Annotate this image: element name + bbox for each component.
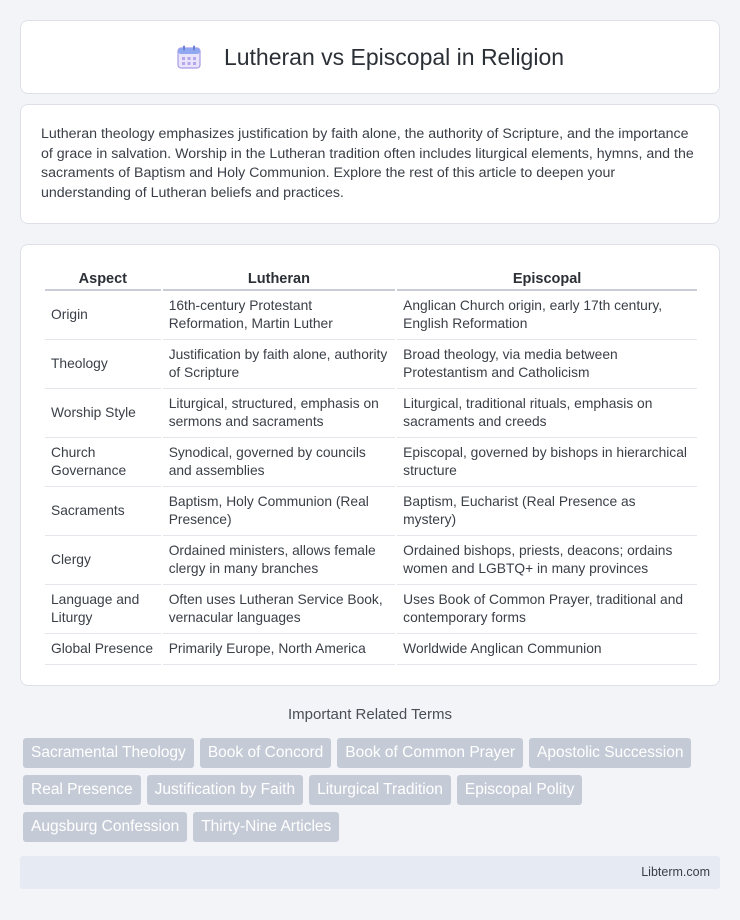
intro-text: Lutheran theology emphasizes justification by faith alone, the authority of Scripture, and the importance of grace in salvation. Worship in the Lutheran tradition often includes liturgical elements, hymns, and the sacraments of Baptism and Holy Communion. Explore the rest of this article to deepen your understanding of Lutheran beliefs and practices.	[41, 126, 694, 201]
lutheran-cell: Often uses Lutheran Service Book, vernacular languages	[163, 585, 395, 634]
comparison-card	[20, 244, 720, 686]
aspect-cell: Worship Style	[45, 389, 161, 438]
lutheran-cell: Baptism, Holy Communion (Real Presence)	[163, 487, 395, 536]
term-tag[interactable]: Apostolic Succession	[529, 738, 691, 768]
footer-site-link[interactable]: Libterm.com	[641, 865, 710, 879]
episcopal-cell: Episcopal, governed by bishops in hierarchical structure	[397, 438, 697, 487]
aspect-cell: Sacraments	[45, 487, 161, 536]
table-row	[45, 585, 697, 634]
aspect-cell: Origin	[45, 291, 161, 340]
aspect-cell: Global Presence	[45, 634, 161, 665]
aspect-cell: Language and Liturgy	[45, 585, 161, 634]
episcopal-cell: Broad theology, via media between Protestantism and Catholicism	[397, 340, 697, 389]
term-tag[interactable]: Book of Concord	[200, 738, 331, 768]
title-card	[20, 20, 720, 94]
term-tag[interactable]: Episcopal Polity	[457, 775, 582, 805]
episcopal-cell: Ordained bishops, priests, deacons; ordains women and LGBTQ+ in many provinces	[397, 536, 697, 585]
table-row	[45, 487, 697, 536]
table-header-row	[45, 265, 697, 291]
header-lutheran: Lutheran	[163, 265, 395, 291]
episcopal-cell: Liturgical, traditional rituals, emphasis on sacraments and creeds	[397, 389, 697, 438]
lutheran-cell: Synodical, governed by councils and assemblies	[163, 438, 395, 487]
lutheran-cell: Justification by faith alone, authority of Scripture	[163, 340, 395, 389]
episcopal-cell: Uses Book of Common Prayer, traditional and contemporary forms	[397, 585, 697, 634]
term-tag[interactable]: Liturgical Tradition	[309, 775, 451, 805]
table-row	[45, 536, 697, 585]
term-tag[interactable]: Augsburg Confession	[23, 812, 187, 842]
table-row	[45, 291, 697, 340]
lutheran-cell: Liturgical, structured, emphasis on sermons and sacraments	[163, 389, 395, 438]
comparison-table	[43, 265, 699, 665]
term-tag[interactable]: Thirty-Nine Articles	[193, 812, 339, 842]
episcopal-cell: Baptism, Eucharist (Real Presence as mystery)	[397, 487, 697, 536]
lutheran-cell: Ordained ministers, allows female clergy in many branches	[163, 536, 395, 585]
aspect-cell: Theology	[45, 340, 161, 389]
page-title: Lutheran vs Episcopal in Religion	[223, 43, 565, 70]
intro-card	[20, 104, 720, 224]
term-tag[interactable]: Real Presence	[23, 775, 141, 805]
related-terms-title: Important Related Terms	[288, 706, 452, 723]
episcopal-cell: Anglican Church origin, early 17th century, English Reformation	[397, 291, 697, 340]
episcopal-cell: Worldwide Anglican Communion	[397, 634, 697, 665]
footer	[20, 856, 720, 889]
table-row	[45, 634, 697, 665]
table-row	[45, 389, 697, 438]
table-row	[45, 438, 697, 487]
term-tag[interactable]: Sacramental Theology	[23, 738, 194, 768]
header-episcopal: Episcopal	[397, 265, 697, 291]
header-aspect: Aspect	[45, 265, 161, 291]
table-row	[45, 340, 697, 389]
related-terms-list	[23, 738, 723, 842]
aspect-cell: Church Governance	[45, 438, 161, 487]
lutheran-cell: 16th-century Protestant Reformation, Martin Luther	[163, 291, 395, 340]
aspect-cell: Clergy	[45, 536, 161, 585]
term-tag[interactable]: Book of Common Prayer	[337, 738, 523, 768]
term-tag[interactable]: Justification by Faith	[147, 775, 303, 805]
lutheran-cell: Primarily Europe, North America	[163, 634, 395, 665]
calendar-icon	[176, 44, 202, 70]
